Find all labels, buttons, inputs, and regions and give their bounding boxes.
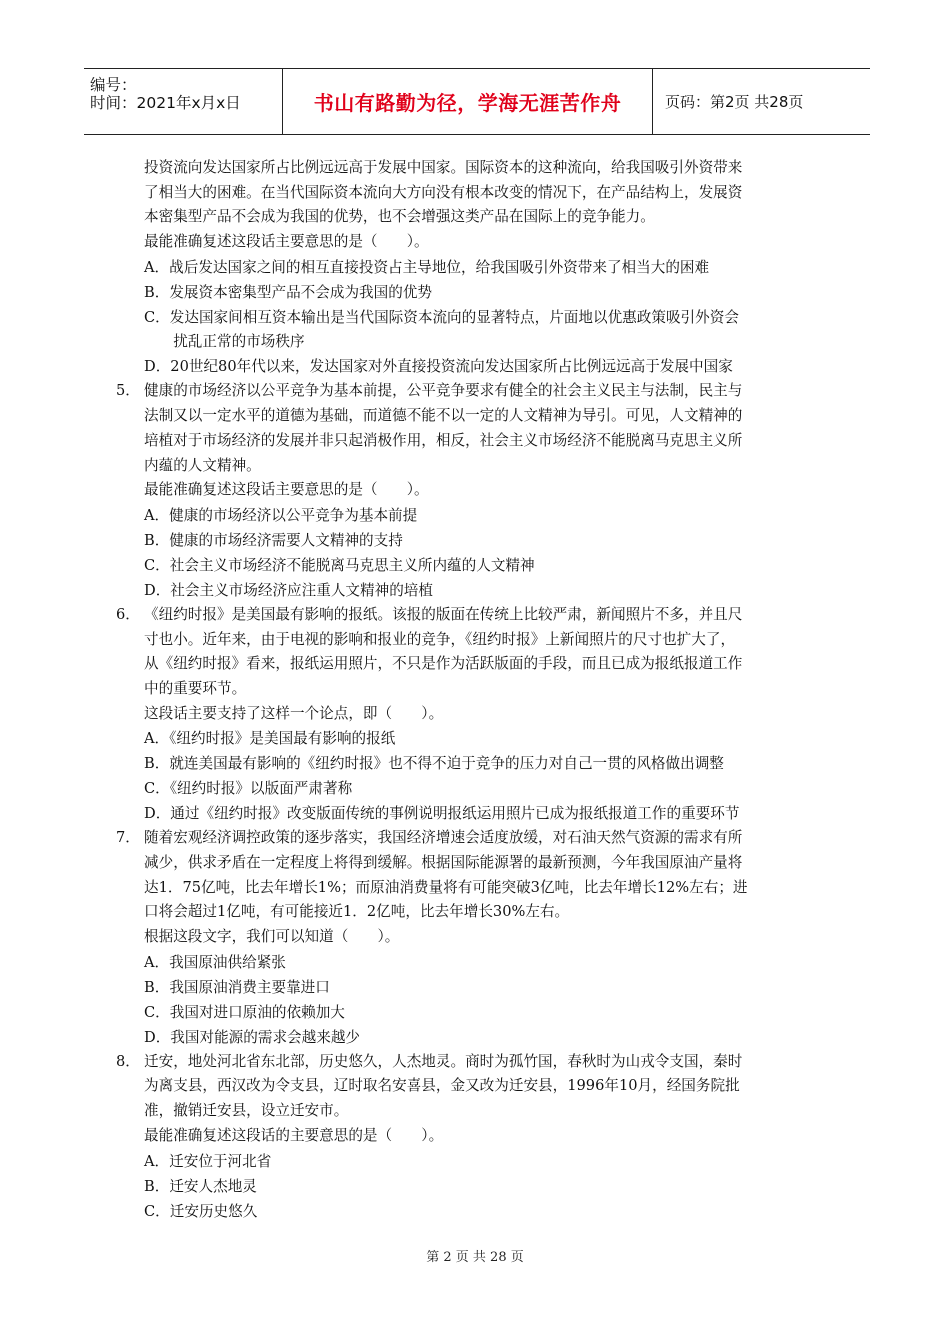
text-line: 为离支县，西汉改为令支县，辽时取名安喜县，金又改为迁安县，1996年10月，经国务院批	[144, 1077, 740, 1095]
answer-option: A．迁安位于河北省	[144, 1152, 272, 1170]
text-line: 本密集型产品不会成为我国的优势，也不会增强这类产品在国际上的竞争能力。	[144, 208, 655, 226]
answer-option: C．迁安历史悠久	[144, 1202, 258, 1220]
text-line: 减少，供求矛盾在一定程度上将得到缓解。根据国际能源署的最新预测，今年我国原油产量将	[144, 854, 743, 871]
answer-option: C．我国对进口原油的依赖加大	[144, 1003, 345, 1021]
answer-option: B．发展资本密集型产品不会成为我国的优势	[144, 283, 433, 301]
question-number: 6．	[116, 605, 140, 623]
answer-option: D．社会主义市场经济应注重人文精神的培植	[144, 581, 433, 599]
page-footer: 第 2 页 共 28 页	[426, 1250, 524, 1265]
header-page-label: 页码：第2页 共28页	[665, 93, 804, 111]
text-line: 从《纽约时报》看来，报纸运用照片，不只是作为活跃版面的手段，而且已成为报纸报道工作	[144, 655, 743, 673]
date-label: 时间：2021年x月x日	[90, 94, 241, 112]
header-motto: 书山有路勤为径，学海无涯苦作舟	[283, 69, 653, 134]
question-number: 5．	[116, 382, 140, 400]
document-body	[116, 156, 838, 1224]
text-line: 这段话主要支持了这样一个论点，即（ ）。	[144, 704, 444, 722]
number-label: 编号：	[90, 76, 137, 94]
text-line: 寸也小。近年来，由于电视的影响和报业的竞争，《纽约时报》上新闻照片的尺寸也扩大了，	[144, 630, 736, 648]
answer-option: B．就连美国最有影响的《纽约时报》也不得不迫于竞争的压力对自己一贯的风格做出调整	[144, 755, 724, 773]
question-text: 迁安，地处河北省东北部，历史悠久，人杰地灵。商时为孤竹国，春秋时为山戎令支国，秦时	[144, 1052, 743, 1070]
page-header	[84, 68, 870, 135]
text-line: 准，撤销迁安县，设立迁安市。	[144, 1102, 349, 1120]
text-line: 投资流向发达国家所占比例远远高于发展中国家。国际资本的这种流向，给我国吸引外资带来	[144, 159, 743, 176]
text-line: 口将会超过1亿吨，有可能接近1．2亿吨，比去年增长30%左右。	[144, 903, 570, 921]
question-first-line	[116, 603, 838, 628]
text-line: 最能准确复述这段话主要意思的是（ ）。	[144, 233, 429, 251]
answer-option: A．战后发达国家之间的相互直接投资占主导地位，给我国吸引外资带来了相当大的困难	[144, 258, 710, 276]
answer-option: D．通过《纽约时报》改变版面传统的事例说明报纸运用照片已成为报纸报道工作的重要环节	[144, 805, 740, 823]
text-line: 内蕴的人文精神。	[144, 456, 261, 474]
text-line: 最能准确复述这段话主要意思的是（ ）。	[144, 481, 429, 499]
question-first-line	[116, 1050, 838, 1075]
text-line: 达1．75亿吨，比去年增长1%；而原油消费量将有可能突破3亿吨，比去年增长12%左右；进	[144, 878, 748, 896]
text-line: 最能准确复述这段话的主要意思的是（ ）。	[144, 1126, 444, 1144]
question-first-line	[116, 379, 838, 404]
answer-option: A．健康的市场经济以公平竞争为基本前提	[144, 506, 418, 524]
question-text: 健康的市场经济以公平竞争为基本前提，公平竞争要求有健全的社会主义民主与法制，民主与	[144, 382, 743, 400]
text-line: 培植对于市场经济的发展并非只起消极作用，相反，社会主义市场经济不能脱离马克思主义所	[144, 431, 743, 449]
answer-option: C．发达国家间相互资本输出是当代国际资本流向的显著特点，片面地以优惠政策吸引外资会	[144, 308, 739, 326]
answer-option: A．《纽约时报》是美国最有影响的报纸	[144, 730, 396, 748]
answer-option: D．20世纪80年代以来，发达国家对外直接投资流向发达国家所占比例远远高于发展中国家	[144, 358, 733, 376]
text-line: 法制又以一定水平的道德为基础，而道德不能不以一定的人文精神为导引。可见，人文精神的	[144, 407, 743, 425]
text-line: 根据这段文字，我们可以知道（ ）。	[144, 928, 400, 946]
question-text: 《纽约时报》是美国最有影响的报纸。该报的版面在传统上比较严肃，新闻照片不多，并且尺	[144, 605, 743, 623]
text-line: 扰乱正常的市场秩序	[144, 332, 305, 350]
header-meta-cell	[84, 69, 283, 134]
answer-option: C．社会主义市场经济不能脱离马克思主义所内蕴的人文精神	[144, 556, 535, 574]
answer-option: D．我国对能源的需求会越来越少	[144, 1028, 361, 1046]
question-text: 随着宏观经济调控政策的逐步落实，我国经济增速会适度放缓，对石油天然气资源的需求有所	[144, 829, 743, 847]
answer-option: B．迁安人杰地灵	[144, 1177, 257, 1195]
answer-option: B．健康的市场经济需要人文精神的支持	[144, 531, 403, 549]
text-line: 中的重要环节。	[144, 679, 247, 697]
question-number: 8．	[116, 1052, 140, 1070]
question-number: 7．	[116, 829, 140, 847]
answer-option: C．《纽约时报》以版面严肃著称	[144, 780, 353, 798]
question-first-line	[116, 826, 838, 851]
answer-option: A．我国原油供给紧张	[144, 953, 286, 971]
text-line: 了相当大的困难。在当代国际资本流向大方向没有根本改变的情况下，在产品结构上，发展资	[144, 183, 743, 201]
answer-option: B．我国原油消费主要靠进口	[144, 978, 330, 996]
